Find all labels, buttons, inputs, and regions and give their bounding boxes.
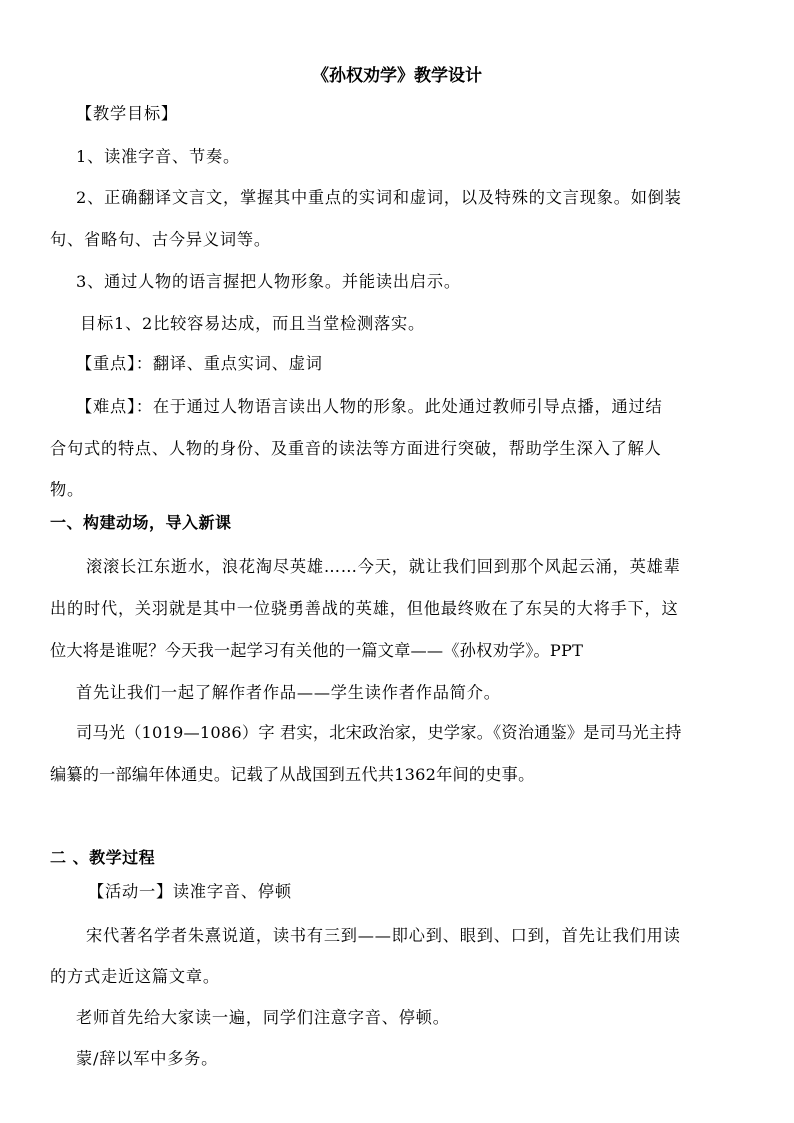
- section-2-para-1-line-1: 宋代著名学者朱熹说道，读书有三到——即心到、眼到、口到，首先让我们用读: [86, 926, 681, 945]
- section-1-para-1-line-1: 滚滚长江东逝水，浪花淘尽英雄……今天，就让我们回到那个风起云涌，英雄辈: [86, 557, 681, 576]
- objective-item-2-line-1: 2、正确翻译文言文，掌握其中重点的实词和虚词，以及特殊的文言现象。如倒装: [76, 188, 682, 207]
- objectives-heading: 【教学目标】: [76, 104, 178, 123]
- section-1-para-1-line-3: 位大将是谁呢？今天我一起学习有关他的一篇文章——《孙权劝学》。PPT: [50, 641, 584, 660]
- section-1-para-2: 首先让我们一起了解作者作品——学生读作者作品简介。: [76, 683, 501, 702]
- page-title: 《孙权劝学》教学设计: [312, 66, 482, 86]
- activity-1-heading: 【活动一】读准字音、停顿: [88, 882, 292, 901]
- section-1-heading: 一、构建动场，导入新课: [50, 513, 232, 532]
- section-1-para-3-line-2: 编纂的一部编年体通史。记载了从战国到五代共1362年间的史事。: [50, 765, 535, 784]
- objective-item-1: 1、读准字音、节奏。: [76, 147, 240, 166]
- difficulty-line-3: 物。: [50, 480, 84, 499]
- objective-item-2-line-2: 句、省略句、古今异义词等。: [50, 230, 271, 249]
- difficulty-line-1: 【难点】：在于通过人物语言读出人物的形象。此处通过教师引导点播，通过结: [76, 397, 663, 416]
- key-point: 【重点】：翻译、重点实词、虚词: [76, 354, 323, 373]
- section-1-para-3-line-1: 司马光（1019—1086）字 君实，北宋政治家，史学家。《资治通鉴》是司马光主持: [76, 723, 682, 742]
- section-2-para-2: 老师首先给大家读一遍，同学们注意字音、停顿。: [76, 1008, 450, 1027]
- section-2-para-1-line-2: 的方式走近这篇文章。: [50, 967, 220, 986]
- section-1-para-1-line-2: 出的时代，关羽就是其中一位骁勇善战的英雄，但他最终败在了东吴的大将手下，这: [50, 599, 679, 618]
- section-2-heading: 二 、教学过程: [50, 848, 156, 867]
- objectives-note: 目标1、2比较容易达成，而且当堂检测落实。: [80, 314, 425, 333]
- objective-item-3: 3、通过人物的语言握把人物形象。并能读出启示。: [76, 272, 461, 291]
- section-2-para-3: 蒙/辞以军中多务。: [76, 1049, 219, 1068]
- difficulty-line-2: 合句式的特点、人物的身份、及重音的读法等方面进行突破，帮助学生深入了解人: [50, 439, 662, 458]
